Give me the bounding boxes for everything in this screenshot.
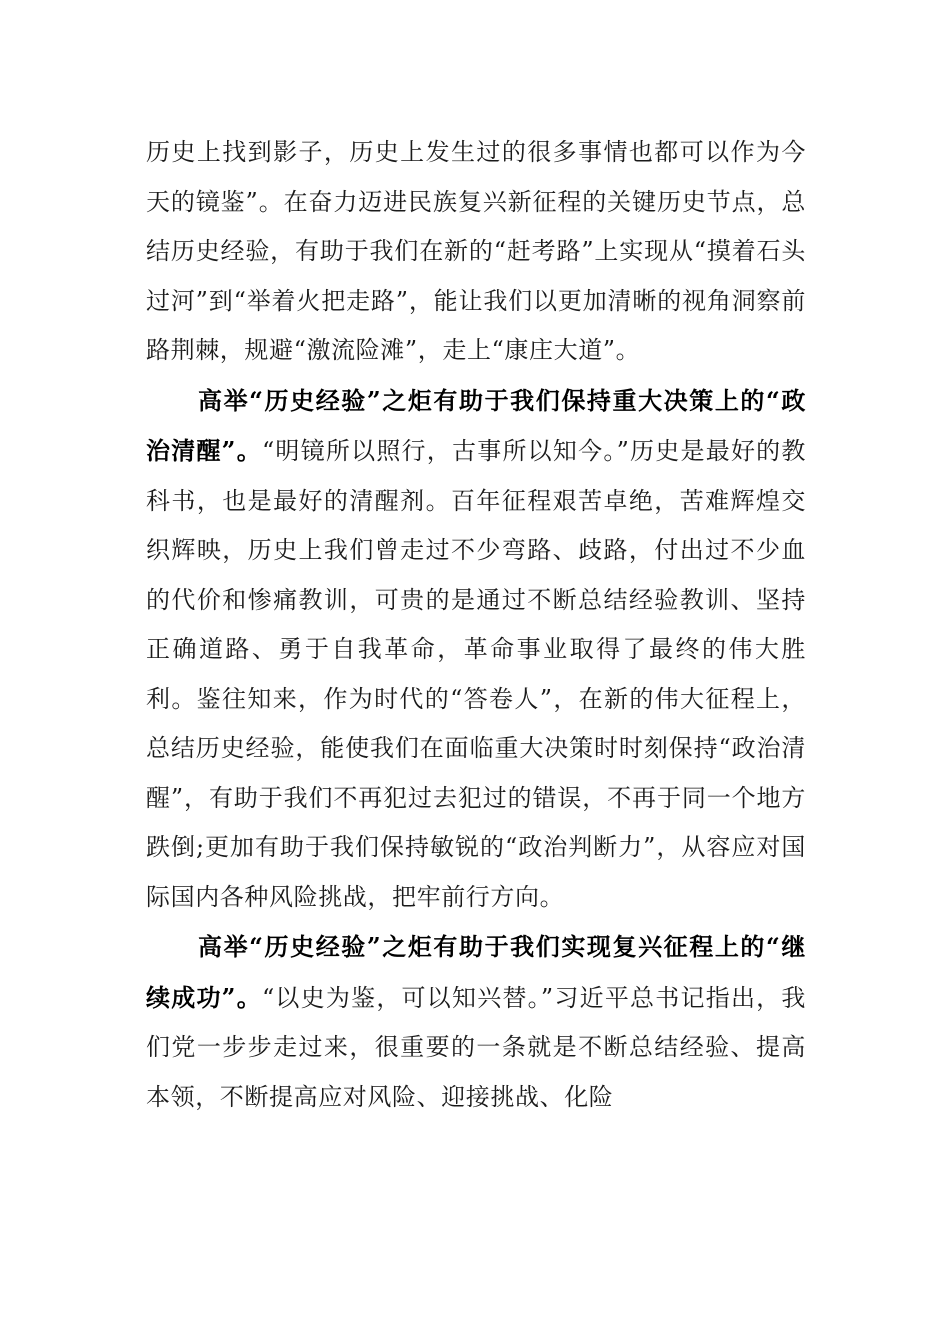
paragraph-1 <box>146 127 806 376</box>
paragraph-3-text: “以史为鉴，可以知兴替。”习近平总书记指出，我们党一步步走过来，很重要的一条就是不断总结经验、提高本领，不断提高应对风险、迎接挑战、化险 <box>146 983 806 1111</box>
paragraph-1-text: 历史上找到影子，历史上发生过的很多事情也都可以作为今天的镜鉴”。在奋力迈进民族复兴新征程的关键历史节点，总结历史经验，有助于我们在新的“赶考路”上实现从“摸着石头过河”到“举着火把走路”，能让我们以更加清晰的视角洞察前路荆棘，规避“激流险滩”，走上“康庄大道”。 <box>146 138 806 364</box>
paragraph-2 <box>146 376 806 923</box>
paragraph-2-lead: 高举“历史经验”之炬有助于我们保持重大决策上的“政治清醒”。 <box>146 385 806 465</box>
document-body <box>146 127 806 1122</box>
paragraph-3-lead: 高举“历史经验”之炬有助于我们实现复兴征程上的“继续成功”。 <box>146 932 806 1012</box>
paragraph-3 <box>146 922 806 1122</box>
paragraph-2-text: “明镜所以照行，古事所以知今。”历史是最好的教科书，也是最好的清醒剂。百年征程艰苦卓绝，苦难辉煌交织辉映，历史上我们曾走过不少弯路、歧路，付出过不少血的代价和惨痛教训，可贵的是通过不断总结经验教训、坚持正确道路、勇于自我革命，革命事业取得了最终的伟大胜利。鉴往知来，作为时代的“答卷人”，在新的伟大征程上，总结历史经验，能使我们在面临重大决策时时刻保持“政治清醒”，有助于我们不再犯过去犯过的错误，不再于同一个地方跌倒;更加有助于我们保持敏锐的“政治判断力”，从容应对国际国内各种风险挑战，把牢前行方向。 <box>146 437 806 911</box>
